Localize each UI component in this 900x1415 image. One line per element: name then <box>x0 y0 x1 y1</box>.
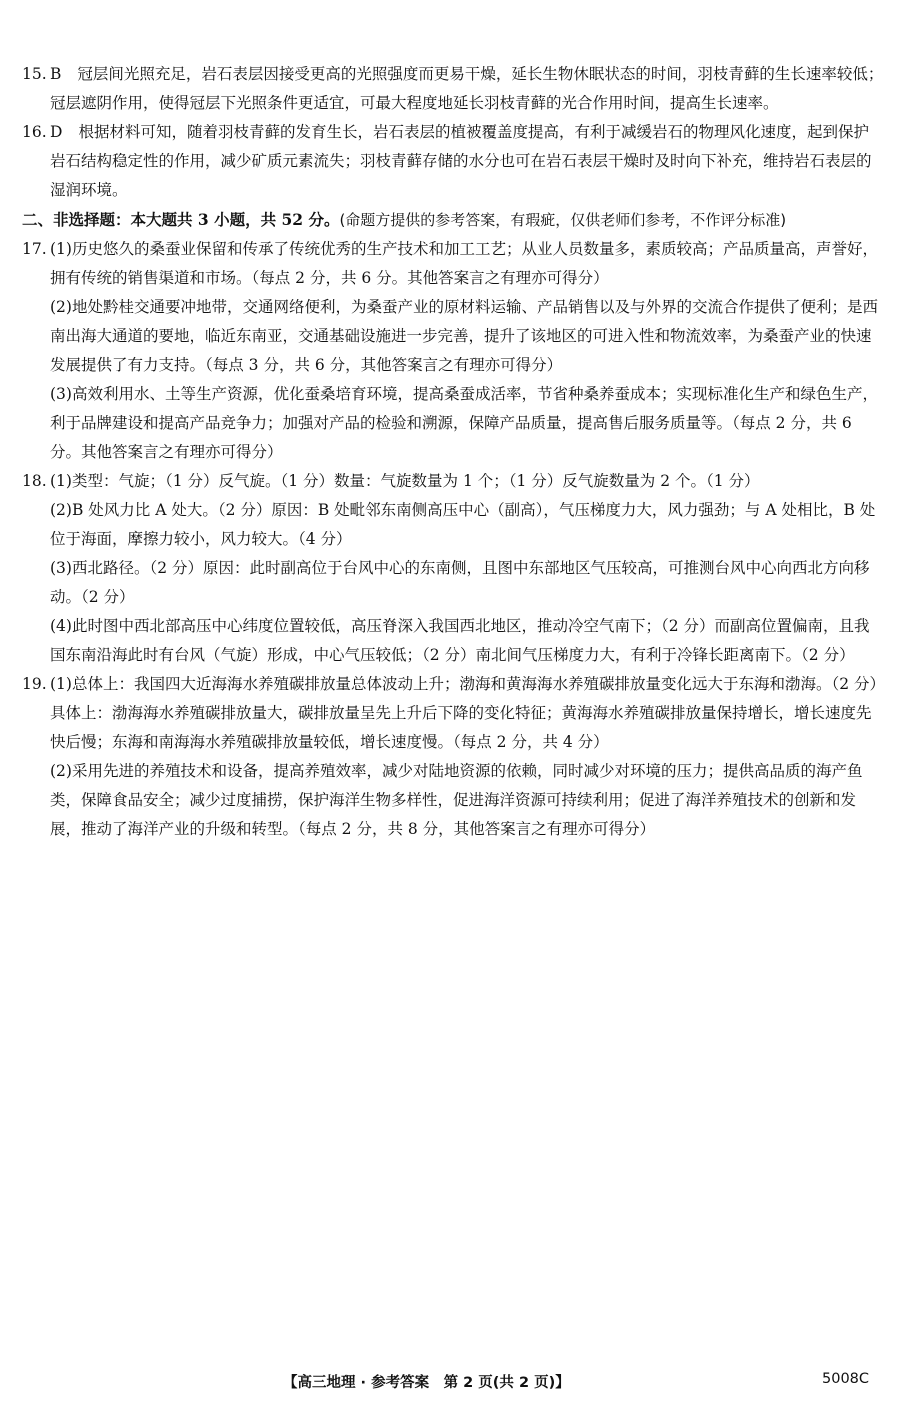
answer-part-3: (3)高效利用水、土等生产资源，优化蚕桑培育环境，提高桑蚕成活率，节省种桑养蚕成本；实现标准化生产和绿色生产，利于品牌建设和提高产品竞争力；加强对产品的检验和溯源，保障产品质量，提高售后服务质量等。（每点 2 分，共 6 分。其他答案言之有理亦可得分） <box>50 385 878 461</box>
question-number: 18. <box>22 472 47 490</box>
section-title: 二、非选择题：本大题共 3 小题，共 52 分。 <box>22 210 340 229</box>
answer-content <box>22 60 884 844</box>
answer-part-2: (2)B 处风力比 A 处大。（2 分）原因：B 处毗邻东南侧高压中心（副高），气压梯度力大，风力强劲；与 A 处相比，B 处位于海面，摩擦力较小，风力较大。（4 分） <box>50 501 876 548</box>
question-number: 17. <box>22 240 47 258</box>
answer-part-2: (2)采用先进的养殖技术和设备，提高养殖效率，减少对陆地资源的依赖，同时减少对环境的压力；提供高品质的海产鱼类，保障食品安全；减少过度捕捞，保护海洋生物多样性，促进海洋资源可持续利用；促进了海洋养殖技术的创新和发展，推动了海洋产业的升级和转型。（每点 2 分，共 8 分，其他答案言之有理亦可得分） <box>50 762 863 838</box>
explanation-text: 根据材料可知，随着羽枝青藓的发育生长，岩石表层的植被覆盖度提高，有利于减缓岩石的物理风化速度，起到保护岩石结构稳定性的作用，减少矿质元素流失；羽枝青藓存储的水分也可在岩石表层干燥时及时向下补充，维持岩石表层的湿润环境。 <box>50 123 872 199</box>
answer-part-1-detail: 具体上：渤海海水养殖碳排放量大，碳排放量呈先上升后下降的变化特征；黄海海水养殖碳排放量保持增长，增长速度先快后慢；东海和南海海水养殖碳排放量较低，增长速度慢。（每点 2 分，共 4 分） <box>50 704 872 751</box>
choice-answer: D <box>50 123 63 141</box>
question-15 <box>22 60 884 118</box>
answer-part-3: (3)西北路径。（2 分）原因：此时副高位于台风中心的东南侧，且图中东部地区气压较高，可推测台风中心向西北方向移动。（2 分） <box>50 559 870 606</box>
section-heading <box>22 205 884 235</box>
question-18 <box>22 467 884 670</box>
answer-part-1: (1)历史悠久的桑蚕业保留和传承了传统优秀的生产技术和加工工艺；从业人员数量多，素质较高；产品质量高，声誉好，拥有传统的销售渠道和市场。（每点 2 分，共 6 分。其他答案言之有理亦可得分） <box>50 240 878 287</box>
answer-part-2: (2)地处黔桂交通要冲地带，交通网络便利，为桑蚕产业的原材料运输、产品销售以及与外界的交流合作提供了便利；是西南出海大通道的要地，临近东南亚，交通基础设施进一步完善，提升了该地区的可进入性和物流效率，为桑蚕产业的快速发展提供了有力支持。（每点 3 分，共 6 分，其他答案言之有理亦可得分） <box>50 298 878 374</box>
explanation-text: 冠层间光照充足，岩石表层因接受更高的光照强度而更易干燥，延长生物休眠状态的时间，羽枝青藓的生长速率较低；冠层遮阴作用，使得冠层下光照条件更适宜，可最大程度地延长羽枝青藓的光合作用时间，提高生长速率。 <box>50 65 884 112</box>
answer-part-1: (1)总体上：我国四大近海海水养殖碳排放量总体波动上升；渤海和黄海海水养殖碳排放量变化远大于东海和渤海。（2 分） <box>50 675 885 693</box>
question-19 <box>22 670 884 844</box>
question-number: 16. <box>22 123 47 141</box>
question-number: 15. <box>22 65 47 83</box>
section-note: (命题方提供的参考答案，有瑕疵，仅供老师们参考，不作评分标准) <box>339 211 787 229</box>
answer-part-4: (4)此时图中西北部高压中心纬度位置较低，高压脊深入我国西北地区，推动冷空气南下；（2 分）而副高位置偏南，且我国东南沿海此时有台风（气旋）形成，中心气压较低；（2 分）南北间气压梯度力大，有利于冷锋长距离南下。（2 分） <box>50 617 870 664</box>
question-number: 19. <box>22 675 47 693</box>
question-17 <box>22 235 884 467</box>
footer-code: 5008C <box>822 1371 870 1387</box>
choice-answer: B <box>50 65 62 83</box>
question-16 <box>22 118 884 205</box>
answer-part-1: (1)类型：气旋；（1 分）反气旋。（1 分）数量：气旋数量为 1 个；（1 分）反气旋数量为 2 个。（1 分） <box>50 472 760 490</box>
footer-label: 【高三地理 · 参考答案 第 2 页(共 2 页)】 <box>283 1375 570 1391</box>
